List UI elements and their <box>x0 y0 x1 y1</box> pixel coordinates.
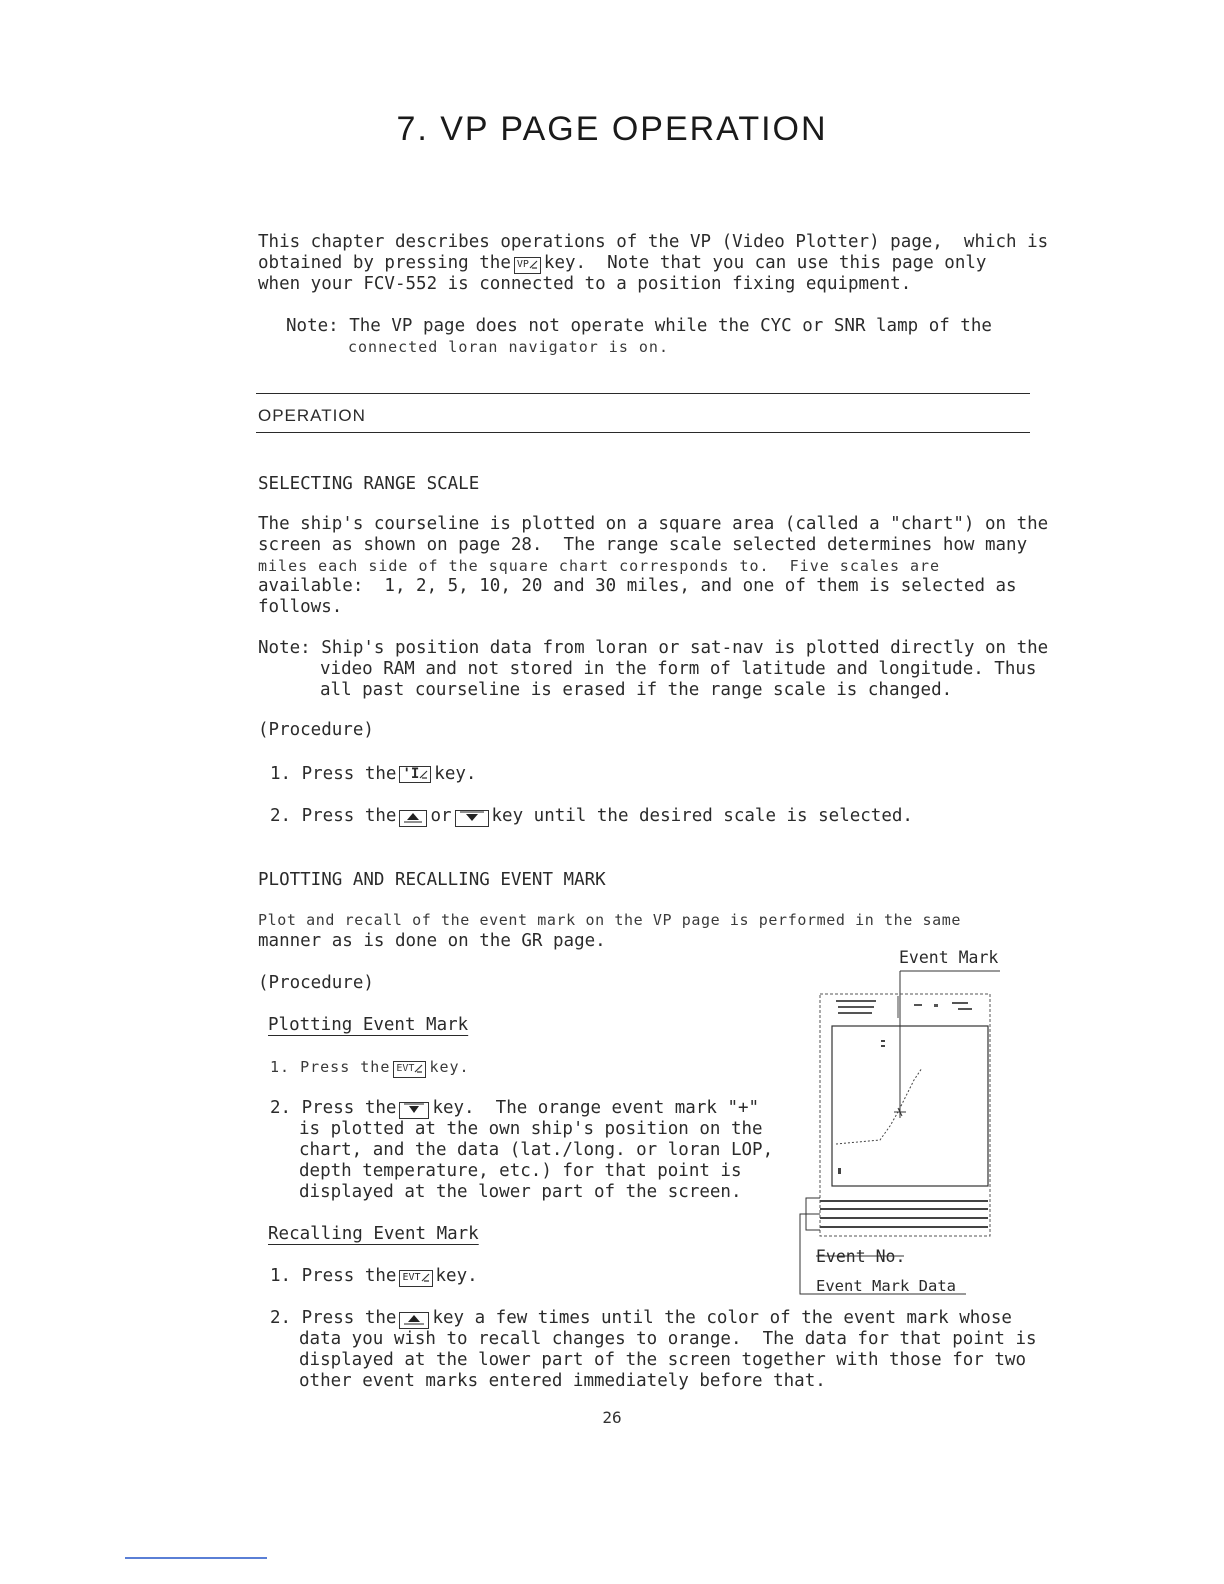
intro-note-line-1: Note: The VP page does not operate while the CYC or SNR lamp of the <box>286 316 992 336</box>
range-scale-p1-line-2: screen as shown on page 28. The range scale selected determines how many <box>258 535 1028 555</box>
range-scale-heading: SELECTING RANGE SCALE <box>258 474 480 494</box>
down-arrow-key-icon <box>455 810 489 827</box>
intro-note-line-2: connected loran navigator is on. <box>348 338 669 356</box>
range-scale-step-2: 2. Press the or key until the desired scale is selected. <box>270 806 913 826</box>
section-heading: OPERATION <box>258 406 366 425</box>
plotting-step-2-line-4: depth temperature, etc.) for that point is <box>299 1161 742 1181</box>
plotting-step-2-line-5: displayed at the lower part of the screen. <box>299 1182 742 1202</box>
page-number: 26 <box>602 1408 622 1427</box>
page-title: 7. VP PAGE OPERATION <box>396 110 828 148</box>
range-scale-note-line-2: video RAM and not stored in the form of latitude and longitude. Thus <box>320 659 1037 679</box>
up-arrow-key-icon <box>399 810 427 827</box>
range-scale-procedure: (Procedure) <box>258 720 374 740</box>
recalling-step-2-line-1: 2. Press the key a few times until the color of the event mark whose <box>270 1308 1012 1328</box>
up-arrow-key-icon <box>399 1312 429 1329</box>
intro-line-1: This chapter describes operations of the VP (Video Plotter) page, which is <box>258 232 1049 252</box>
down-arrow-key-icon <box>399 1102 429 1119</box>
recalling-step-2-line-2: data you wish to recall changes to orange. The data for that point is <box>299 1329 1037 1349</box>
range-scale-p1-line-4: available: 1, 2, 5, 10, 20 and 30 miles, and one of them is selected as <box>258 576 1017 596</box>
evt-key-icon: EVT <box>399 1270 432 1287</box>
event-mark-heading: PLOTTING AND RECALLING EVENT MARK <box>258 870 606 890</box>
figure-label-event-no: Event No. <box>816 1247 906 1266</box>
evt-key-icon: EVT <box>393 1061 426 1078</box>
plotting-step-1: 1. Press the EVT key. <box>270 1058 470 1076</box>
plotting-step-2-line-1: 2. Press the key. The orange event mark "+" <box>270 1098 760 1118</box>
range-scale-note-line-1: Note: Ship's position data from loran or sat-nav is plotted directly on the <box>258 638 1049 658</box>
section-bottom-rule <box>256 432 1030 433</box>
event-mark-p1-line-1: Plot and recall of the event mark on the VP page is performed in the same <box>258 911 962 929</box>
plotting-step-2-line-3: chart, and the data (lat./long. or loran LOP, <box>299 1140 774 1160</box>
intro-line-3: when your FCV-552 is connected to a position fixing equipment. <box>258 274 912 294</box>
range-scale-note-line-3: all past courseline is erased if the range scale is changed. <box>320 680 953 700</box>
intro-line-2: obtained by pressing the VP key. Note that you can use this page only <box>258 253 987 273</box>
footer-divider <box>125 1557 267 1559</box>
vp-key-icon: VP <box>514 257 541 274</box>
plotting-step-2-line-2: is plotted at the own ship's position on the <box>299 1119 763 1139</box>
range-scale-p1-line-5: follows. <box>258 597 343 617</box>
section-top-rule <box>256 393 1030 394</box>
event-mark-procedure: (Procedure) <box>258 973 374 993</box>
recalling-step-2-line-4: other event marks entered immediately before that. <box>299 1371 826 1391</box>
range-scale-step-1: 1. Press the 'I key. <box>270 764 477 784</box>
range-key-icon: 'I <box>399 766 431 783</box>
figure-label-event-mark-data: Event Mark Data <box>816 1277 956 1295</box>
figure-label-event-mark: Event Mark <box>899 948 999 967</box>
range-scale-p1-line-1: The ship's courseline is plotted on a square area (called a "chart") on the <box>258 514 1049 534</box>
recalling-event-mark-heading: Recalling Event Mark <box>268 1224 479 1244</box>
plotting-event-mark-heading: Plotting Event Mark <box>268 1015 469 1035</box>
range-scale-p1-line-3: miles each side of the square chart corresponds to. Five scales are <box>258 557 941 575</box>
recalling-step-1: 1. Press the EVT key. <box>270 1266 478 1286</box>
event-mark-p1-line-2: manner as is done on the GR page. <box>258 931 606 951</box>
recalling-step-2-line-3: displayed at the lower part of the screen together with those for two <box>299 1350 1026 1370</box>
